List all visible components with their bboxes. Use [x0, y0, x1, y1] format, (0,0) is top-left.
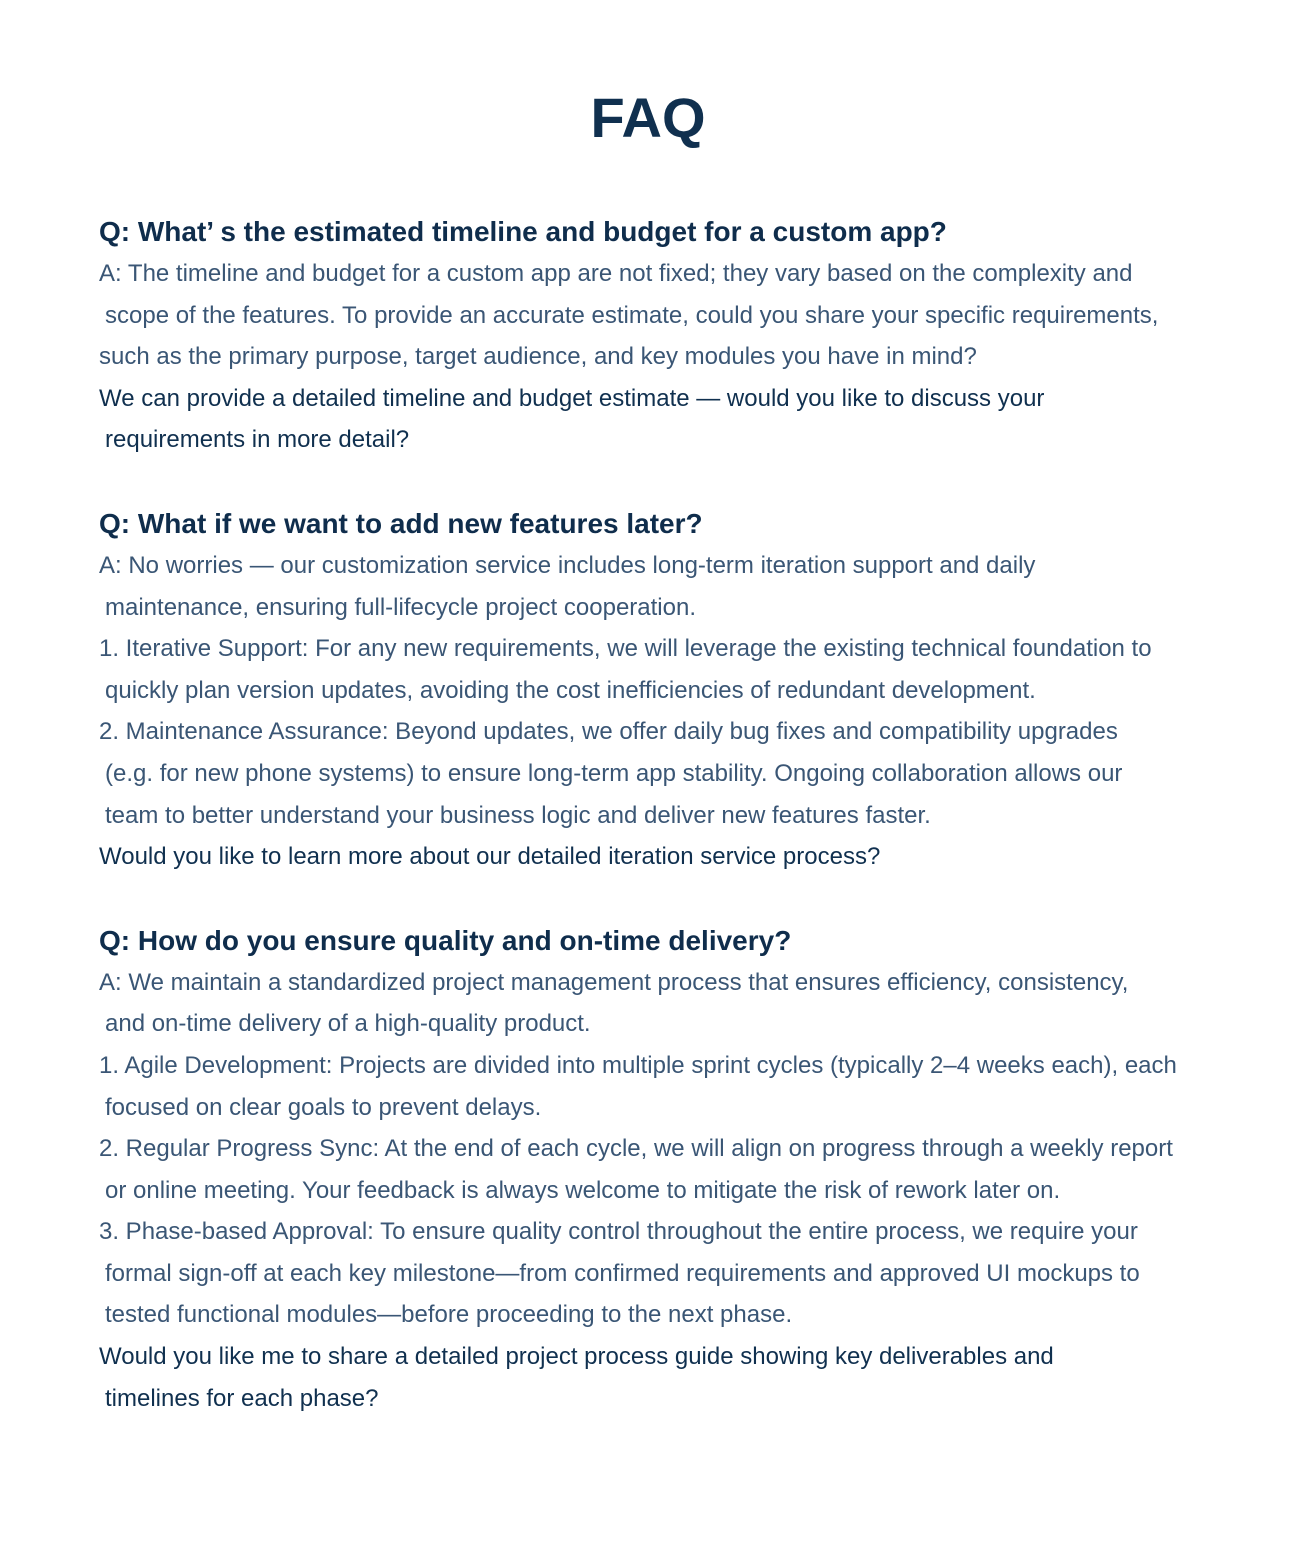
faq-list: [99, 211, 1259, 1461]
faq-answer-line: 3. Phase-based Approval: To ensure quality control throughout the entire process, we require your: [99, 1218, 1138, 1246]
faq-cta-line: We can provide a detailed timeline and budget estimate — would you like to discuss your: [99, 384, 1045, 412]
faq-cta-line: Would you like me to share a detailed project process guide showing key deliverables and: [99, 1343, 1054, 1371]
faq-answer-line: 2. Regular Progress Sync: At the end of each cycle, we will align on progress through a weekly report: [99, 1135, 1173, 1163]
faq-question: Q: How do you ensure quality and on-time delivery?: [99, 924, 792, 956]
faq-answer-line: 1. Iterative Support: For any new requirements, we will leverage the existing technical foundation to: [99, 635, 1152, 663]
faq-answer-line: A: The timeline and budget for a custom app are not fixed; they vary based on the complexity and: [99, 260, 1133, 287]
faq-cta-line: timelines for each phase?: [105, 1384, 379, 1412]
faq-question: Q: What if we want to add new features later?: [99, 507, 703, 539]
faq-answer-line: A: We maintain a standardized project management process that ensures efficiency, consistency,: [99, 968, 1129, 996]
faq-answer-line: tested functional modules—before proceeding to the next phase.: [105, 1301, 793, 1329]
faq-answer-line: or online meeting. Your feedback is always welcome to mitigate the risk of rework later on.: [105, 1176, 1061, 1204]
faq-cta-line: Would you like to learn more about our detailed iteration service process?: [99, 843, 881, 871]
faq-answer-line: and on-time delivery of a high-quality product.: [105, 1010, 591, 1038]
faq-answer-line: maintenance, ensuring full-lifecycle project cooperation.: [105, 593, 696, 621]
faq-answer-line: (e.g. for new phone systems) to ensure long-term app stability. Ongoing collaboration allows our: [105, 759, 1123, 787]
faq-answer-line: formal sign-off at each key milestone—from confirmed requirements and approved UI mockups to: [105, 1259, 1140, 1287]
faq-cta-line: requirements in more detail?: [105, 426, 410, 454]
faq-item-timeline-budget: [99, 211, 1259, 461]
faq-answer-line: such as the primary purpose, target audience, and key modules you have in mind?: [99, 343, 977, 371]
faq-answer-line: focused on clear goals to prevent delays.: [105, 1093, 542, 1121]
faq-answer-line: scope of the features. To provide an accurate estimate, could you share your specific requirements,: [105, 301, 1159, 329]
faq-answer-line: quickly plan version updates, avoiding the cost inefficiencies of redundant development.: [105, 676, 1036, 704]
faq-answer-line: team to better understand your business logic and deliver new features faster.: [105, 801, 931, 829]
page-title: FAQ: [590, 86, 706, 149]
faq-item-quality-delivery: [99, 920, 1259, 1420]
faq-answer-line: A: No worries — our customization service includes long-term iteration support and daily: [99, 551, 1036, 579]
faq-item-new-features: [99, 503, 1259, 878]
faq-answer-line: 1. Agile Development: Projects are divided into multiple sprint cycles (typically 2–4 weeks each), each: [99, 1051, 1177, 1079]
faq-answer-line: 2. Maintenance Assurance: Beyond updates, we offer daily bug fixes and compatibility upgrades: [99, 718, 1118, 746]
faq-question: Q: What’ s the estimated timeline and budget for a custom app?: [99, 216, 947, 247]
